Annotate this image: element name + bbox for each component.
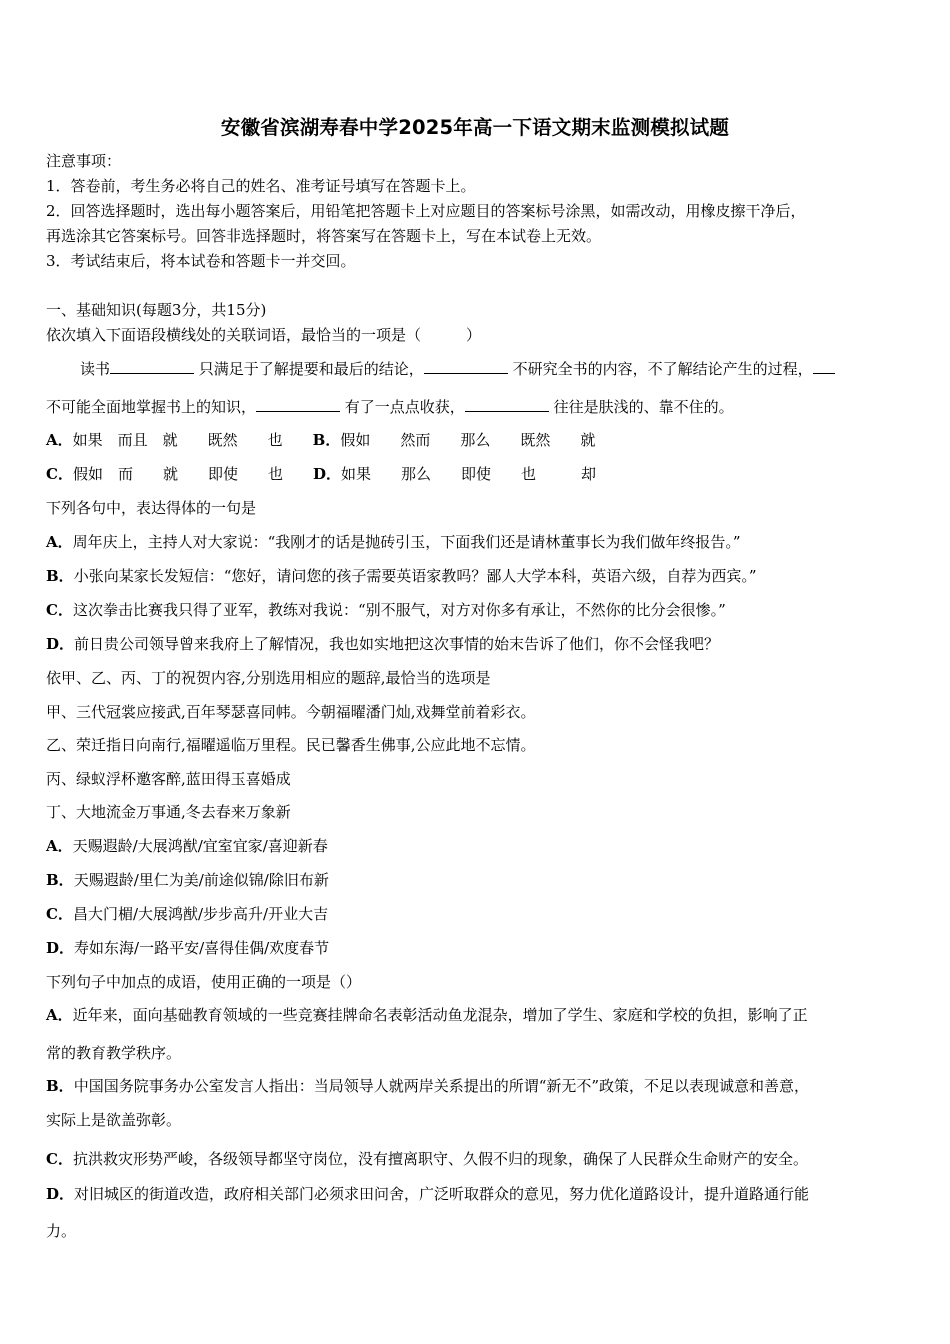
q3-option-c xyxy=(46,904,328,924)
q2-option-a xyxy=(46,532,740,552)
q1-option-a: 如果 而且 就 既然 也 xyxy=(72,431,283,449)
blank-2 xyxy=(424,359,508,374)
notice-item-2-line-1: 2．回答选择题时，选出每小题答案后，用铅笔把答题卡上对应题目的答案标号涂黑，如需改动，用橡皮擦干净后， xyxy=(46,202,806,220)
q1-options-row-1 xyxy=(46,430,595,450)
notice-heading: 注意事项： xyxy=(46,152,122,170)
option-text: 对旧城区的街道改造，政府相关部门必须求田问舍，广泛听取群众的意见，努力优化道路设计，提升道路通行能 xyxy=(74,1185,810,1203)
q4-option-b-line-2: 实际上是欲盖弥彰。 xyxy=(46,1111,182,1129)
option-text: 天赐遐龄/里仁为美/前途似锦/除旧布新 xyxy=(73,871,329,889)
q4-option-c xyxy=(46,1149,808,1169)
option-label: B． xyxy=(46,1077,74,1095)
option-label: C． xyxy=(46,465,73,483)
q4-stem: 下列句子中加点的成语，使用正确的一项是（） xyxy=(46,973,362,991)
q1-option-c: 假如 而 就 即使 也 xyxy=(72,465,283,483)
blank-3 xyxy=(813,359,835,374)
option-label: A． xyxy=(46,837,73,855)
q3-option-a xyxy=(46,836,328,856)
option-label: B． xyxy=(46,567,74,585)
option-label: D． xyxy=(46,635,75,653)
q2-option-b xyxy=(46,566,757,586)
option-label: D． xyxy=(46,1185,75,1203)
section-heading: 一、基础知识(每题3分，共15分) xyxy=(46,301,267,319)
option-label: A． xyxy=(46,431,73,449)
q2-option-d xyxy=(46,634,719,654)
q4-option-a-line-2: 常的教育教学秩序。 xyxy=(46,1044,182,1062)
option-text: 小张向某家长发短信：“您好，请问您的孩子需要英语家教吗？鄙人大学本科，英语六级，自荐为西宾。” xyxy=(73,567,757,585)
option-label: A． xyxy=(46,533,73,551)
q1-stem: 依次填入下面语段横线处的关联词语，最恰当的一项是（ ） xyxy=(46,326,482,344)
q3-item-jia: 甲、三代冠裳应接武,百年琴瑟喜同帏。今朝福曜潘门灿,戏舞堂前着彩衣。 xyxy=(46,703,536,721)
q4-option-a-line-1 xyxy=(46,1005,808,1025)
q4-option-d-line-1 xyxy=(46,1184,809,1204)
blank-4 xyxy=(256,397,340,412)
option-label: C． xyxy=(46,601,73,619)
notice-item-3: 3．考试结束后，将本试卷和答题卡一并交回。 xyxy=(46,252,356,270)
q3-item-ding: 丁、大地流金万事通,冬去春来万象新 xyxy=(46,803,291,821)
q1-passage-line-1 xyxy=(80,359,835,379)
q1-passage-text: 不研究全书的内容，不了解结论产生的过程， xyxy=(512,360,813,378)
q3-item-bing: 丙、绿蚁浮杯邀客醉,蓝田得玉喜婚成 xyxy=(46,770,291,788)
page-title: 安徽省滨湖寿春中学2025年高一下语文期末监测模拟试题 xyxy=(220,116,730,139)
option-label: B． xyxy=(46,871,74,889)
option-label: A． xyxy=(46,1006,73,1024)
q1-passage-text: 只满足于了解提要和最后的结论， xyxy=(198,360,424,378)
q1-options-row-2 xyxy=(46,464,596,484)
option-label: D． xyxy=(312,465,341,483)
option-label: C． xyxy=(46,905,73,923)
notice-item-1: 1．答卷前，考生务必将自己的姓名、准考证号填写在答题卡上。 xyxy=(46,177,476,195)
option-text: 前日贵公司领导曾来我府上了解情况，我也如实地把这次事情的始末告诉了他们，你不会怪我吧？ xyxy=(74,635,720,653)
q1-passage-text: 往往是肤浅的、靠不住的。 xyxy=(553,398,734,416)
option-text: 寿如东海/一路平安/喜得佳偶/欢度春节 xyxy=(74,939,330,957)
q2-option-c xyxy=(46,600,726,620)
q1-option-b: 假如 然而 那么 既然 就 xyxy=(340,431,596,449)
q1-passage-text: 不可能全面地掌握书上的知识， xyxy=(46,398,257,416)
blank-1 xyxy=(110,359,194,374)
option-text: 中国国务院事务办公室发言人指出：当局领导人就两岸关系提出的所谓“新无不”政策，不足以表现诚意和善意， xyxy=(73,1077,810,1095)
q1-passage-line-2 xyxy=(46,397,734,417)
q3-option-b xyxy=(46,870,329,890)
q1-option-d: 如果 那么 即使 也 却 xyxy=(340,465,596,483)
option-label: C． xyxy=(46,1150,73,1168)
q3-stem: 依甲、乙、丙、丁的祝贺内容,分别选用相应的题辞,最恰当的选项是 xyxy=(46,669,491,687)
option-text: 这次拳击比赛我只得了亚军，教练对我说：“别不服气，对方对你多有承让，不然你的比分会很惨。” xyxy=(72,601,726,619)
option-label: B． xyxy=(312,431,341,449)
q4-option-d-line-2: 力。 xyxy=(46,1222,77,1240)
option-text: 周年庆上，主持人对大家说：“我刚才的话是抛砖引玉，下面我们还是请林董事长为我们做年终报告。” xyxy=(72,533,741,551)
option-text: 近年来，面向基础教育领域的一些竞赛挂牌命名表彰活动鱼龙混杂，增加了学生、家庭和学校的负担，影响了正 xyxy=(72,1006,808,1024)
option-label: D． xyxy=(46,939,75,957)
option-text: 天赐遐龄/大展鸿猷/宜室宜家/喜迎新春 xyxy=(72,837,328,855)
option-text: 抗洪救灾形势严峻，各级领导都坚守岗位，没有擅离职守、久假不归的现象，确保了人民群众生命财产的安全。 xyxy=(72,1150,808,1168)
notice-item-2-line-2: 再选涂其它答案标号。回答非选择题时，将答案写在答题卡上，写在本试卷上无效。 xyxy=(46,227,602,245)
q3-item-yi: 乙、荣迁指日向南行,福曜遥临万里程。民已馨香生佛事,公应此地不忘情。 xyxy=(46,736,536,754)
q3-option-d xyxy=(46,938,329,958)
q1-passage-text: 有了一点点收获， xyxy=(344,398,465,416)
q2-stem: 下列各句中，表达得体的一句是 xyxy=(46,499,257,517)
option-text: 昌大门楣/大展鸿猷/步步高升/开业大吉 xyxy=(72,905,329,923)
q1-passage-text: 读书 xyxy=(80,360,111,378)
blank-5 xyxy=(465,397,549,412)
q4-option-b-line-1 xyxy=(46,1076,809,1096)
